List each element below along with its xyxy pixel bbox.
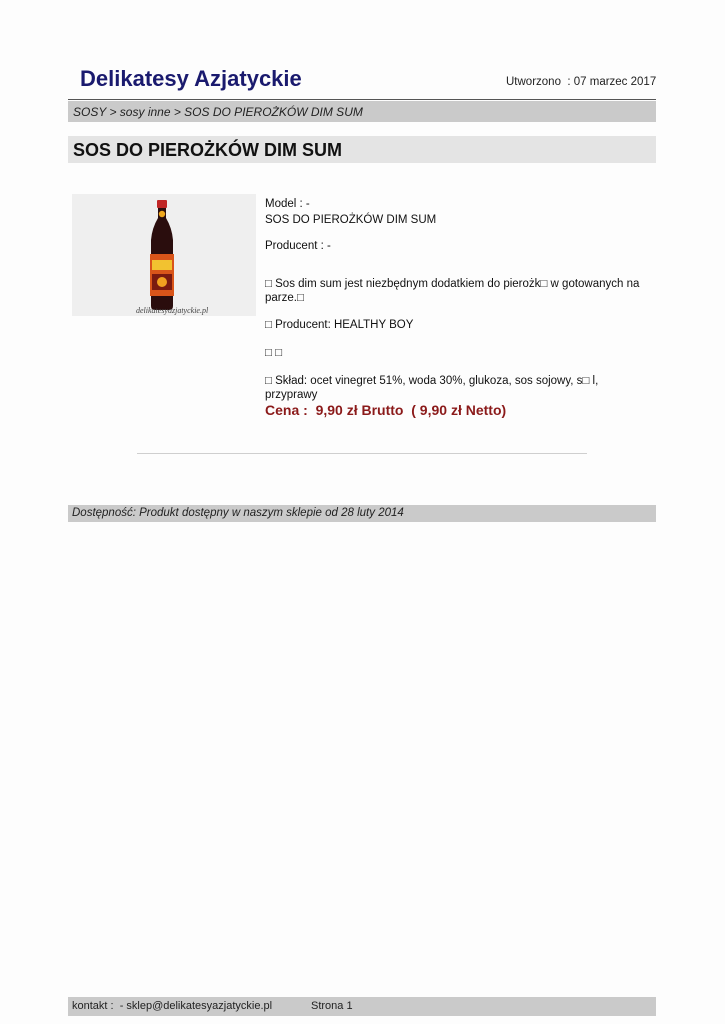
shop-title: Delikatesy Azjatyckie (80, 66, 302, 91)
page-number: Strona 1 (311, 1000, 353, 1012)
content-divider (137, 453, 587, 454)
description-paragraph: □ Producent: HEALTHY BOY (265, 319, 414, 331)
model-label: Model : - (265, 198, 310, 210)
footer-bar (68, 997, 656, 1016)
breadcrumb-bar (68, 101, 656, 122)
created-date: Utworzono : 07 marzec 2017 (506, 76, 657, 88)
producer-label: Producent : - (265, 240, 331, 252)
price: Cena : 9,90 zł Brutto ( 9,90 zł Netto) (265, 402, 507, 418)
availability-bar (68, 505, 656, 522)
breadcrumb[interactable]: SOSY > sosy inne > SOS DO PIEROŻKÓW DIM SUM (73, 105, 363, 119)
model-name: SOS DO PIEROŻKÓW DIM SUM (265, 214, 437, 226)
product-title: SOS DO PIEROŻKÓW DIM SUM (73, 140, 343, 160)
image-watermark: delikatesyazjatyckie.pl (136, 306, 209, 315)
product-image (72, 194, 256, 316)
description-paragraph: □ □ (265, 347, 283, 359)
contact-email[interactable]: kontakt : - sklep@delikatesyazjatyckie.pl (72, 1000, 273, 1012)
header-divider (68, 99, 656, 100)
product-title-bar (68, 136, 656, 163)
description-paragraph: □ Skład: ocet vinegret 51%, woda 30%, glukoza, sos sojowy, s□ l, przyprawy (265, 375, 599, 401)
availability-text: Dostępność: Produkt dostępny w naszym sklepie od 28 luty 2014 (72, 507, 404, 519)
description-paragraph: □ Sos dim sum jest niezbędnym dodatkiem do pierożk□ w gotowanych na parze.□ (265, 278, 640, 304)
sauce-bottle-icon (72, 194, 256, 316)
